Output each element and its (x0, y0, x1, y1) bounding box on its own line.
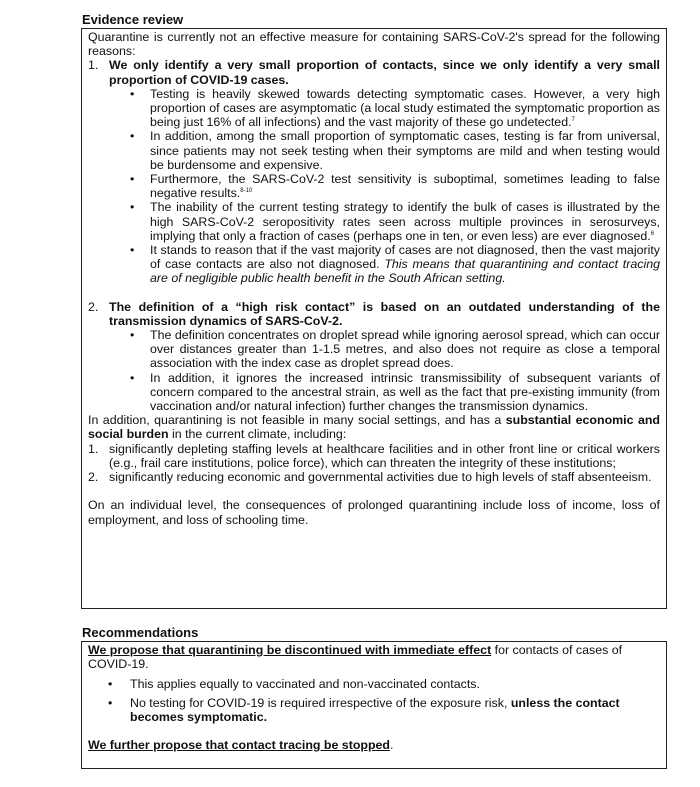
burden-item-1 (88, 442, 660, 470)
reason-1 (88, 58, 660, 86)
bullet-text: It stands to reason that if the vast majority of cases are not diagnosed, then the vast majority of case contacts are also not diagnosed. (150, 243, 660, 272)
bullet-text: Furthermore, the SARS-CoV-2 test sensitivity is suboptimal, sometimes leading to false negative results. (150, 172, 660, 201)
list-item (88, 371, 660, 414)
list-item (88, 87, 660, 130)
citation: 6 (650, 230, 655, 237)
reason-1-bullets (88, 87, 660, 286)
bullet-icon: • (130, 86, 135, 101)
evidence-review-heading: Evidence review (82, 12, 184, 27)
bullet-emphasis: unless the contact becomes symptomatic. (130, 695, 620, 724)
recommendation-bullets (88, 677, 660, 724)
list-item (88, 243, 660, 286)
list-item (88, 129, 660, 172)
reason-2-bullets (88, 328, 660, 413)
reason-1-title: We only identify a very small proportion of contacts, since we only identify a very small proportion of COVID-19 cases. (109, 58, 660, 87)
proposal-2 (88, 738, 660, 752)
recommendations-box (81, 641, 667, 769)
burden-item-number: 1. (88, 441, 99, 456)
burden-paragraph (88, 413, 660, 441)
burden-text-end: in the current climate, including: (172, 427, 347, 442)
recommendations-heading: Recommendations (82, 625, 199, 640)
proposal-1-emphasis: We propose that quarantining be discontinued with immediate effect (88, 643, 492, 657)
burden-item-text: significantly reducing economic and governmental activities due to high levels of staff absenteeism. (109, 470, 652, 485)
bullet-icon: • (130, 172, 135, 187)
citation: 8-10 (240, 188, 253, 195)
proposal-1 (88, 643, 660, 671)
burden-emphasis: substantial economic and social burden (88, 413, 660, 442)
evidence-review-box (81, 28, 667, 609)
individual-paragraph: On an individual level, the consequences of prolonged quarantining include loss of income, loss of employment, and loss of schooling time. (88, 498, 660, 527)
bullet-text: This applies equally to vaccinated and non-vaccinated contacts. (130, 677, 480, 692)
bullet-icon: • (130, 243, 135, 258)
bullet-icon: • (108, 695, 113, 710)
bullet-icon: • (108, 677, 113, 692)
burden-item-number: 2. (88, 470, 99, 485)
list-item (88, 200, 660, 243)
list-item (88, 172, 660, 200)
bullet-text: In addition, it ignores the increased intrinsic transmissibility of subsequent variants of concern compared to the ancestral strain, as well as the fact that pre-existing immunity (from vaccination and/or natural infection) further changes the transmission dynamics. (150, 370, 660, 414)
list-item (88, 696, 660, 724)
bullet-emphasis: This means that quarantining and contact tracing are of negligible public health benefit in the South African setting. (150, 257, 661, 286)
bullet-icon: • (130, 129, 135, 144)
bullet-text: In addition, among the small proportion of symptomatic cases, testing is far from universal, since patients may not seek testing when their symptoms are mild and when testing would be burdensome and expensive. (150, 129, 660, 172)
proposal-2-end: . (390, 738, 394, 753)
reason-2-title: The definition of a “high risk contact” is based on an outdated understanding of the transmission dynamics of SARS-CoV-2. (109, 299, 660, 328)
bullet-icon: • (130, 328, 135, 343)
list-item (88, 328, 660, 371)
proposal-1-text: for contacts of cases of COVID-19. (88, 643, 623, 672)
reason-1-number: 1. (88, 58, 99, 73)
bullet-icon: • (130, 370, 135, 385)
citation: 7 (571, 117, 575, 124)
reason-2-number: 2. (88, 299, 99, 314)
bullet-text: No testing for COVID-19 is required irrespective of the exposure risk, (130, 695, 508, 710)
reason-2 (88, 300, 660, 328)
intro-paragraph: Quarantine is currently not an effective measure for containing SARS-CoV-2's spread for the following reasons: (88, 30, 660, 59)
bullet-text: Testing is heavily skewed towards detecting symptomatic cases. However, a very high proportion of cases are asymptomatic (a local study estimated the symptomatic proportion as being just 16% of all infections) and the vast majority of these go undetected. (150, 86, 660, 130)
proposal-2-emphasis: We further propose that contact tracing be stopped (88, 738, 390, 753)
burden-text: In addition, quarantining is not feasible in many social settings, and has a (88, 413, 502, 428)
burden-item-2 (88, 470, 660, 484)
bullet-icon: • (130, 200, 135, 215)
burden-item-text: significantly depleting staffing levels at healthcare facilities and in other front line or critical workers (e.g., frail care institutions, police force), which can threaten the integrity of these institutions; (109, 441, 660, 470)
bullet-text: The definition concentrates on droplet spread while ignoring aerosol spread, which can occur over distances greater than 1-1.5 metres, and also does not require as close a temporal association with the index case as droplet spread does. (150, 328, 660, 371)
bullet-text: The inability of the current testing strategy to identify the bulk of cases is illustrated by the high SARS-CoV-2 seropositivity rates seen across multiple provinces in serosurveys, implying that only a fraction of cases (perhaps one in ten, or even less) are ever diagnosed. (150, 200, 660, 243)
list-item (88, 677, 660, 691)
